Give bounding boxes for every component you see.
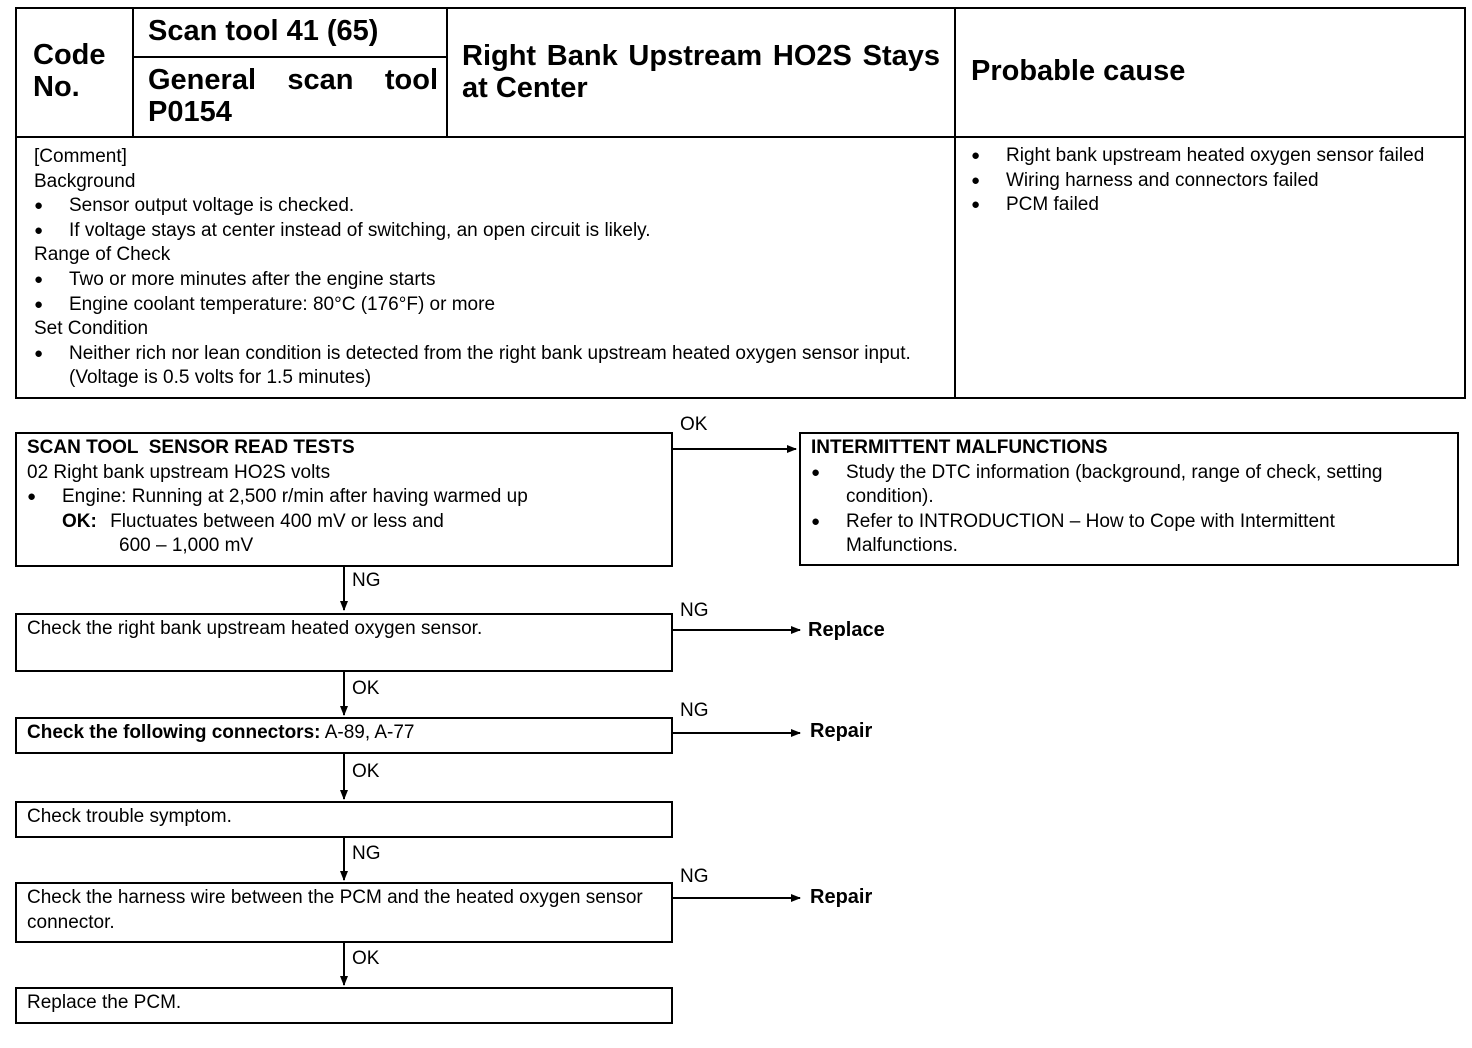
ng-label-side: NG [680, 600, 709, 621]
code-no-label: Code No. [33, 39, 106, 103]
check-connectors-box [15, 717, 673, 754]
comment-text: Set Condition [34, 318, 149, 340]
check-trouble-symptom-text: Check trouble symptom. [27, 806, 232, 827]
general-scan-tool-code: General scan tool P0154 [148, 64, 438, 128]
comment-text: If voltage stays at center instead of switching, an open circuit is likely. [69, 219, 651, 241]
intermittent-item [811, 510, 1447, 559]
comment-text: Neither rich nor lean condition is detected from the right bank upstream heated oxygen sensor input. (Voltage is 0.5 volts for 1.5 minutes) [69, 342, 911, 389]
intermittent-item [811, 461, 1447, 510]
ok-label: OK [352, 678, 380, 699]
check-harness-text: Check the harness wire between the PCM and the heated oxygen sensor connector. [27, 887, 643, 933]
ng-label: NG [352, 843, 381, 864]
scan-tool-test-item: 02 Right bank upstream HO2S volts [27, 461, 331, 483]
dtc-title: Right Bank Upstream HO2S Stays at Center [462, 40, 940, 104]
ok-criteria-text-2: 600 – 1,000 mV [119, 535, 254, 557]
ok-criteria-text: Fluctuates between 400 mV or less and [110, 510, 444, 532]
check-harness-box [15, 882, 673, 943]
probable-cause-text: Wiring harness and connectors failed [1006, 169, 1319, 191]
comment-text: Engine coolant temperature: 80°C (176°F) or more [69, 293, 496, 315]
check-sensor-box [15, 613, 673, 672]
scan-tool-code: Scan tool 41 (65) [148, 15, 379, 47]
ok-label: OK: [62, 510, 97, 532]
probable-cause-text: Right bank upstream heated oxygen sensor failed [1006, 145, 1425, 166]
intermittent-malfunctions-box [799, 432, 1459, 566]
connector-ids: A-89, A-77 [320, 722, 415, 743]
comment-text: Two or more minutes after the engine starts [69, 268, 436, 290]
scan-tool-test-box [15, 432, 673, 567]
check-connectors-label: Check the following connectors: [27, 722, 321, 743]
comment-text: [Comment] [34, 146, 127, 167]
scan-tool-test-condition-text: Engine: Running at 2,500 r/min after having warmed up [62, 486, 528, 508]
comment-text: Range of Check [34, 244, 171, 266]
repair-action: Repair [810, 720, 873, 742]
probable-cause-text: PCM failed [1006, 194, 1099, 216]
scan-tool-test-condition [27, 485, 661, 510]
check-sensor-text: Check the right bank upstream heated oxygen sensor. [27, 618, 483, 639]
check-trouble-symptom-box [15, 801, 673, 838]
replace-pcm-box [15, 987, 673, 1024]
intermittent-item-text: Refer to INTRODUCTION – How to Cope with Intermittent Malfunctions. [846, 510, 1335, 557]
ok-label: OK [352, 948, 380, 969]
intermittent-item-text: Study the DTC information (background, range of check, setting condition). [846, 461, 1383, 508]
scan-tool-test-title: SCAN TOOL SENSOR READ TESTS [27, 437, 355, 458]
scan-tool-ok-criteria [27, 510, 661, 535]
ng-label-side: NG [680, 700, 709, 721]
comment-text: Background [34, 170, 136, 192]
replace-pcm-text: Replace the PCM. [27, 992, 182, 1013]
ng-label-side: NG [680, 866, 709, 887]
intermittent-title: INTERMITTENT MALFUNCTIONS [811, 437, 1108, 458]
repair-action: Repair [810, 886, 873, 908]
ok-label: OK [352, 761, 380, 782]
ng-label: NG [352, 570, 381, 591]
comment-text: Sensor output voltage is checked. [69, 195, 355, 217]
ok-label-top: OK [680, 414, 708, 435]
replace-action: Replace [808, 619, 885, 641]
probable-cause-heading: Probable cause [971, 55, 1186, 87]
intermittent-list [811, 461, 1447, 559]
